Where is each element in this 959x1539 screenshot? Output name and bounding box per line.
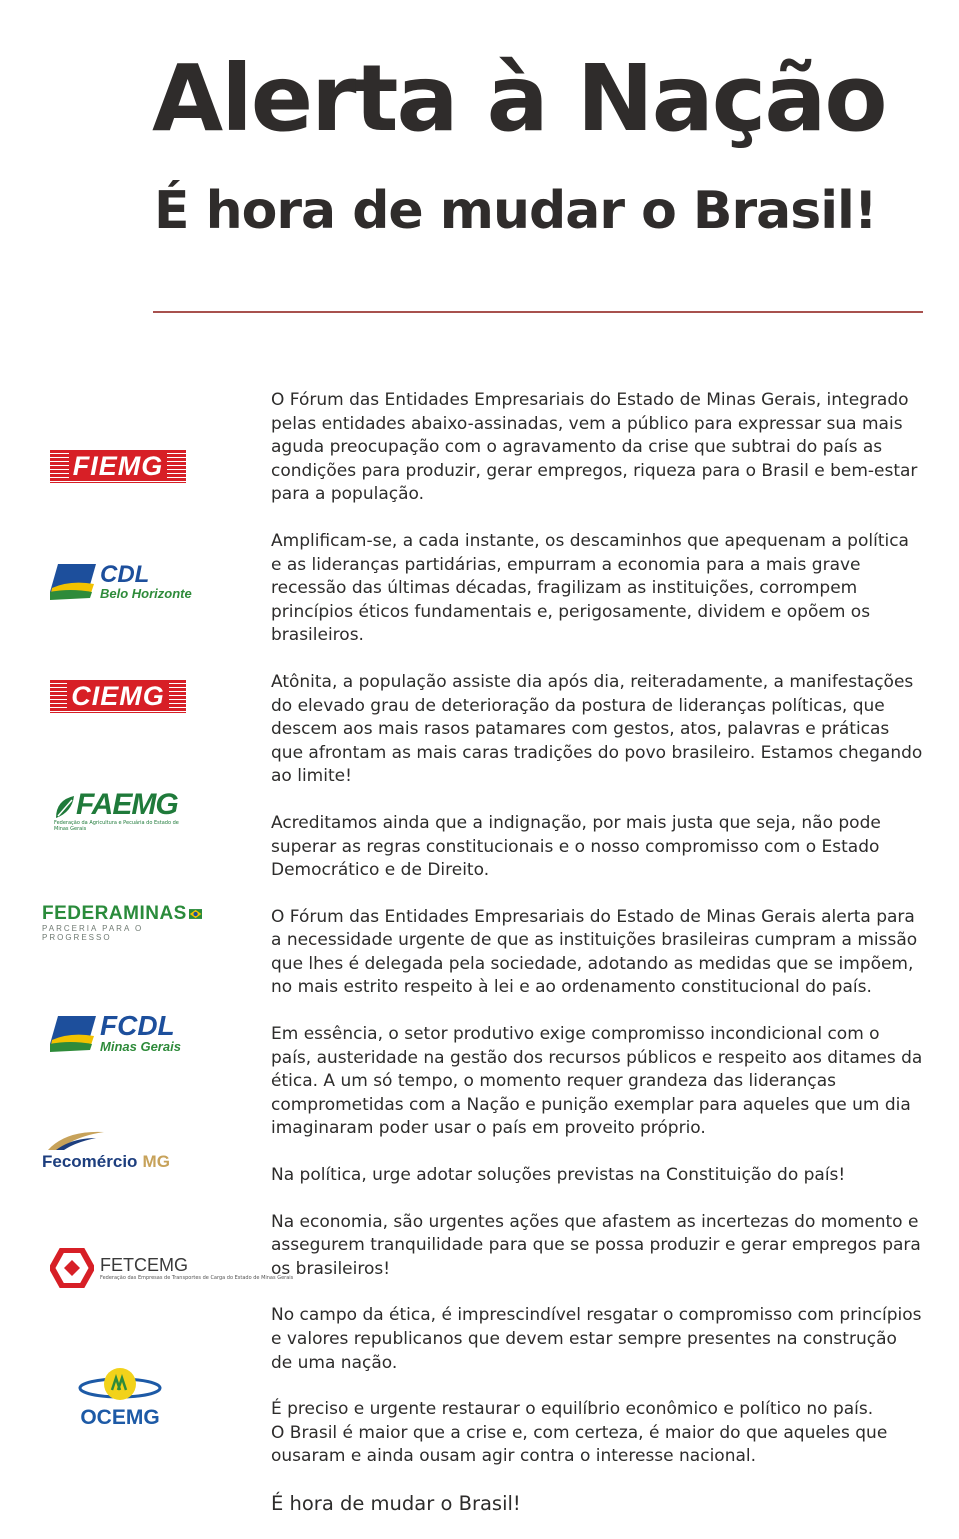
fcdl-logo	[50, 1012, 181, 1053]
paragraph	[271, 1398, 923, 1469]
paragraph: O Fórum das Entidades Empresariais do Estado de Minas Gerais alerta para a necessidade urgente de que as instituições brasileiras cumpram a missão que lhes é delegada pela sociedade, adotando as medidas que se impõem, no mais estrito respeito à lei e ao ordenamento constitucional do país.	[271, 906, 918, 998]
ocemg-mark-icon	[68, 1366, 172, 1406]
federaminas-logo-name: FEDERAMINAS	[42, 903, 187, 924]
fcdl-logo-sub: Minas Gerais	[100, 1039, 181, 1054]
fecomercio-swoosh-icon	[46, 1128, 106, 1152]
paragraph: Na economia, são urgentes ações que afastem as incertezas do momento e assegurem tranquilidade para que se possa produzir e gerar empregos para os brasileiros!	[271, 1211, 921, 1279]
federaminas-logo	[42, 904, 202, 942]
paragraph: Na política, urge adotar soluções previstas na Constituição do país!	[271, 1165, 846, 1186]
page-title: Alerta à Nação	[152, 45, 886, 152]
ocemg-logo-name: OCEMG	[80, 1406, 160, 1429]
cdl-mark-icon	[50, 562, 96, 600]
manifesto-body	[271, 389, 923, 1539]
fiemg-logo-text: FIEMG	[69, 451, 168, 481]
federaminas-logo-sub: PARCERIA PARA O PROGRESSO	[42, 924, 144, 942]
fetcemg-logo-sub: Federação das Empresas de Transportes de Carga do Estado de Minas Gerais	[100, 1274, 294, 1281]
fetcemg-logo-name: FETCEMG	[100, 1254, 188, 1275]
faemg-logo-sub: Federação da Agricultura e Pecuária do Estado de Minas Gerais	[54, 820, 179, 832]
fetcemg-mark-icon	[50, 1248, 94, 1288]
paragraph-line: É preciso e urgente restaurar o equilíbrio econômico e político no país.	[271, 1399, 874, 1420]
fetcemg-logo	[50, 1248, 293, 1288]
fcdl-mark-icon	[50, 1014, 96, 1052]
paragraph-line: O Brasil é maior que a crise e, com certeza, é maior do que aqueles que ousaram e ainda ousam agir contra o interesse nacional.	[271, 1422, 888, 1467]
divider	[153, 311, 923, 313]
page-subtitle: É hora de mudar o Brasil!	[154, 181, 877, 241]
paragraph: Amplificam-se, a cada instante, os descaminhos que apequenam a política e as lideranças partidárias, empurram a economia para a mais grave recessão das últimas décadas, fragilizam as instituições, corrompem princípios éticos fundamentais e, perigosamente, dividem e opõem os brasileiros.	[271, 530, 909, 646]
closing-slogan: É hora de mudar o Brasil!	[271, 1491, 521, 1515]
paragraph: Atônita, a população assiste dia após dia, reiteradamente, a manifestações do elevado grau de deterioração da postura de lideranças políticas, que descem aos mais rasos patamares com gestos, atos, palavras e práticas que afrontam as mais caras tradições do povo brasileiro. Estamos chegando ao limite!	[271, 671, 923, 787]
ocemg-logo	[68, 1366, 172, 1430]
brazil-flag-icon	[189, 908, 202, 920]
faemg-logo-name: FAEMG	[76, 788, 178, 821]
fcdl-logo-name: FCDL	[100, 1010, 175, 1041]
cdl-logo-name: CDL	[100, 560, 150, 588]
fecomercio-logo-mg: MG	[142, 1152, 170, 1171]
faemg-leaf-icon	[54, 794, 76, 820]
paragraph: Em essência, o setor produtivo exige compromisso incondicional com o país, austeridade na gestão dos recursos públicos e respeito aos ditames da ética. A um só tempo, o momento requer grandeza das lideranças comprometidas com a Nação e punição exemplar para aqueles que um dia imaginaram poder usar o país em proveito próprio.	[271, 1024, 923, 1139]
paragraph: Acreditamos ainda que a indignação, por mais justa que seja, não pode superar as regras constitucionais e o nosso compromisso com o Estado Democrático e de Direito.	[271, 812, 881, 881]
cdl-logo-sub: Belo Horizonte	[100, 585, 192, 601]
paragraph: No campo da ética, é imprescindível resgatar o compromisso com princípios e valores republicanos que devem estar sempre presentes na construção de uma nação.	[271, 1305, 922, 1373]
fiemg-logo	[50, 450, 186, 483]
ciemg-logo-text: CIEMG	[67, 681, 169, 711]
cdl-logo	[50, 562, 192, 600]
faemg-logo	[54, 790, 186, 832]
fecomercio-logo-name: Fecomércio	[42, 1152, 138, 1171]
ciemg-logo	[50, 680, 186, 713]
paragraph: O Fórum das Entidades Empresariais do Estado de Minas Gerais, integrado pelas entidades abaixo-assinadas, vem a público para expressar sua mais aguda preocupação com o agravamento da crise que subtrai do país as condições para produzir, gerar empregos, riqueza para o Brasil e bem-estar para a população.	[271, 390, 918, 505]
fecomercio-logo	[42, 1128, 202, 1172]
